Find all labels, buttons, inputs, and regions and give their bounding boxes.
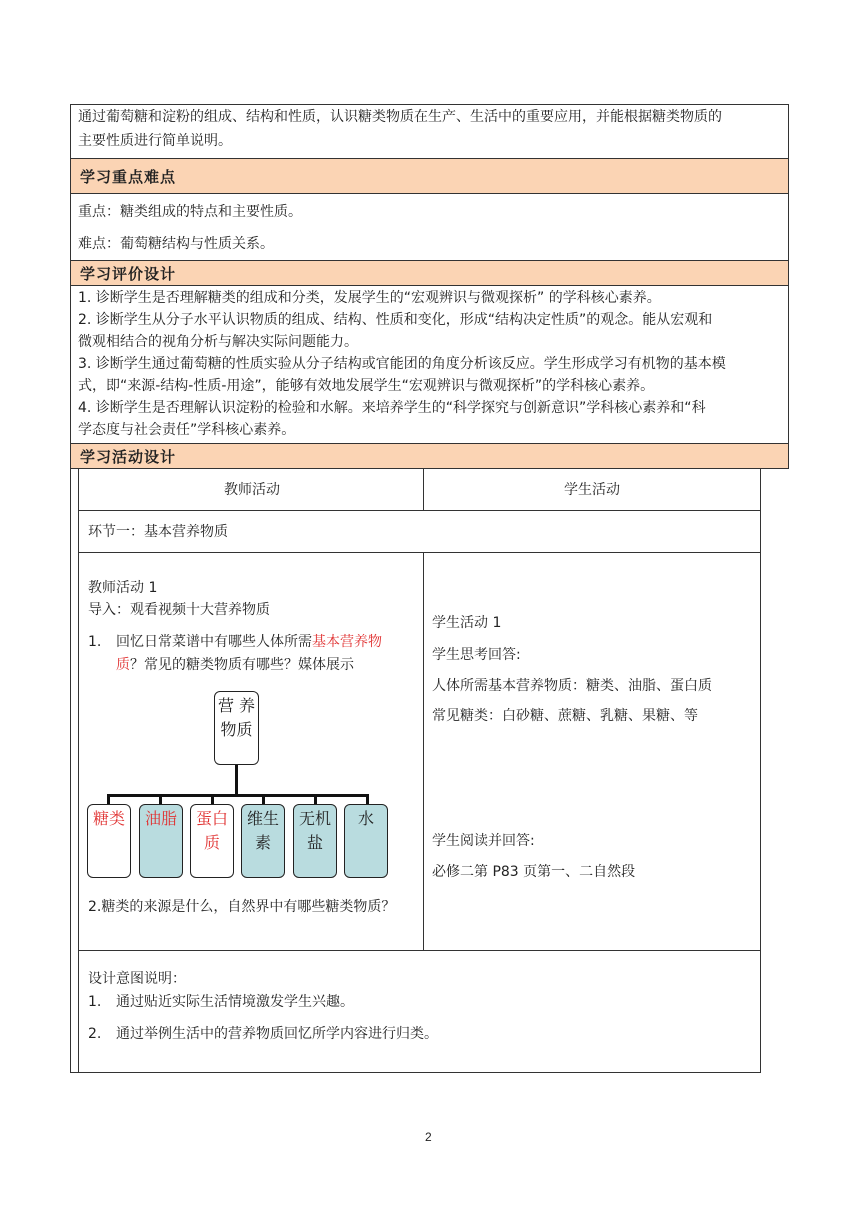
design-intent-1: 通过贴近实际生活情境激发学生兴趣。 [116, 994, 354, 1010]
diagram-leaf-label: 盐 [306, 833, 323, 852]
evaluation-line: 学态度与社会责任”学科核心素养。 [78, 422, 296, 438]
diagram-leaf-label: 素 [254, 833, 271, 852]
section-header-activity [71, 444, 788, 468]
question-1-text-end: ？常见的糖类物质有哪些？媒体展示 [130, 657, 354, 673]
student-think-label: 学生思考回答: [432, 647, 521, 663]
row-divider [70, 193, 789, 194]
diagram-leaf-fat [139, 804, 183, 878]
design-intent-1-number: 1. [88, 994, 102, 1010]
diagram-root-line-2: 物质 [220, 720, 253, 739]
diagram-leaf-protein [190, 804, 234, 878]
diagram-leaf-sugar [87, 804, 131, 878]
diagram-leaf-water [344, 804, 388, 878]
page-number: 2 [425, 1130, 432, 1144]
diagram-leaf-label: 油脂 [144, 809, 177, 828]
key-point-text: 重点：糖类组成的特点和主要性质。 [78, 204, 302, 220]
row-divider [78, 552, 761, 553]
student-activity-title: 学生活动 1 [432, 615, 502, 631]
question-1-number: 1. [88, 634, 102, 650]
table-bottom-border [70, 1072, 761, 1073]
diagram-leaf-label: 质 [203, 833, 220, 852]
objective-line-2: 主要性质进行简单说明。 [78, 133, 232, 149]
diagram-leaf-label: 维生 [246, 809, 279, 828]
row-divider [78, 950, 761, 951]
question-1-line-1 [116, 631, 382, 653]
diagram-connector-bar [107, 794, 369, 797]
student-reading-reference: 必修二第 P83 页第一、二自然段 [432, 864, 636, 880]
student-sugars-answer: 常见糖类：白砂糖、蔗糖、乳糖、果糖、等 [432, 708, 698, 724]
section-header-evaluation [71, 261, 788, 285]
evaluation-line: 3. 诊断学生通过葡萄糖的性质实验从分子结构或官能团的角度分析该反应。学生形成学习有机物的基本模 [78, 356, 726, 372]
row-divider [70, 468, 789, 469]
inner-table-left-border [78, 468, 79, 1073]
column-header-student: 学生活动 [564, 482, 620, 498]
section-header-evaluation-label: 学习评价设计 [80, 265, 177, 283]
diagram-leaf-mineral [293, 804, 337, 878]
student-nutrients-answer: 人体所需基本营养物质：糖类、油脂、蛋白质 [432, 678, 712, 694]
section-header-key-points [71, 159, 788, 193]
section-header-key-points-label: 学习重点难点 [80, 168, 177, 186]
student-read-label: 学生阅读并回答: [432, 833, 535, 849]
question-1-highlight: 基本营养物 [312, 634, 382, 650]
evaluation-line: 2. 诊断学生从分子水平认识物质的组成、结构、性质和变化，形成“结构决定性质”的观念。能从宏观和 [78, 312, 713, 328]
diagram-leaf-label: 糖类 [92, 809, 125, 828]
question-2-text: 2.糖类的来源是什么，自然界中有哪些糖类物质？ [88, 899, 396, 915]
row-divider [70, 285, 789, 286]
column-divider [423, 552, 424, 950]
design-intent-2-number: 2. [88, 1026, 102, 1042]
evaluation-line: 式，即“来源-结构-性质-用途”，能够有效地发展学生“宏观辨识与微观探析”的学科核心素养。 [78, 378, 655, 394]
table-top-border [70, 104, 789, 105]
diagram-leaf-vitamin [241, 804, 285, 878]
inner-table-right-border [760, 468, 761, 1073]
section-header-activity-label: 学习活动设计 [80, 448, 177, 466]
teacher-activity-title: 教师活动 1 [88, 580, 158, 596]
column-header-teacher: 教师活动 [224, 482, 280, 498]
diagram-root-line-1: 营 养 [217, 696, 256, 715]
design-intent-title: 设计意图说明： [88, 971, 186, 987]
objective-line-1: 通过葡萄糖和淀粉的组成、结构和性质，认识糖类物质在生产、生活中的重要应用，并能根据糖类物质的 [78, 109, 722, 125]
difficult-point-text: 难点：葡萄糖结构与性质关系。 [78, 236, 274, 252]
section-title: 环节一：基本营养物质 [88, 524, 228, 540]
diagram-leaf-label: 蛋白 [195, 809, 228, 828]
teacher-activity-intro: 导入：观看视频十大营养物质 [88, 602, 270, 618]
table-left-border [70, 104, 71, 1073]
question-1-line-2 [116, 654, 354, 676]
evaluation-line: 1. 诊断学生是否理解糖类的组成和分类，发展学生的“宏观辨识与微观探析” 的学科核心素养。 [78, 290, 661, 306]
row-divider [78, 510, 761, 511]
diagram-leaf-label: 无机 [298, 809, 331, 828]
diagram-leaf-label: 水 [357, 809, 374, 828]
question-1-text: 回忆日常菜谱中有哪些人体所需 [116, 634, 312, 650]
design-intent-2: 通过举例生活中的营养物质回忆所学内容进行归类。 [116, 1026, 438, 1042]
column-divider [423, 468, 424, 510]
evaluation-line: 微观相结合的视角分析与解决实际问题能力。 [78, 334, 358, 350]
diagram-root-node [214, 691, 259, 765]
evaluation-line: 4. 诊断学生是否理解认识淀粉的检验和水解。来培养学生的“科学探究与创新意识”学科核心素养和“科 [78, 400, 706, 416]
question-1-highlight-end: 质 [116, 657, 130, 673]
diagram-connector-trunk [235, 765, 238, 795]
